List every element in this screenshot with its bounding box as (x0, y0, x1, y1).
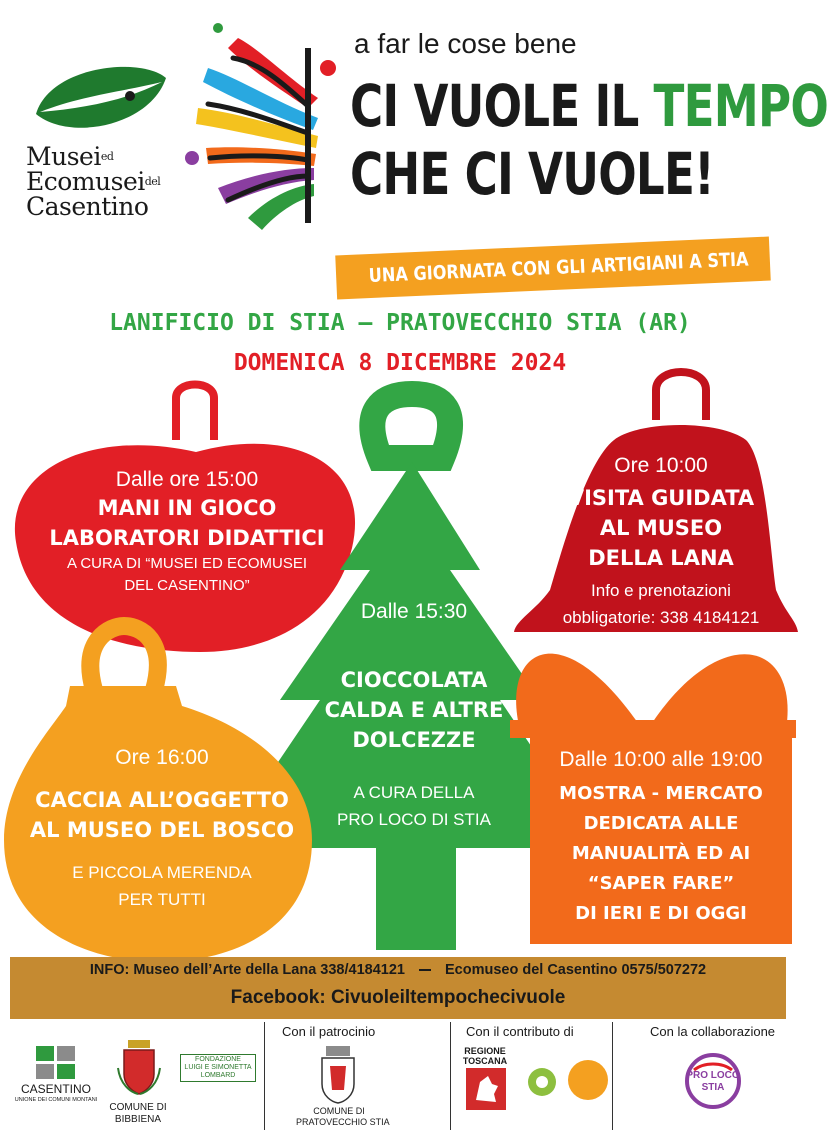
bibbiena-line2: BIBBIENA (114, 1114, 162, 1125)
info-ecomuseo: Ecomuseo del Casentino 0575/507272 (444, 962, 707, 978)
casentino-name: CASENTINO (20, 1082, 91, 1096)
gift-activity (532, 746, 790, 929)
title-highlight: TEMPO (653, 72, 828, 140)
musei-ecomusei-logo (22, 52, 172, 222)
pratovecchio-crest-icon (316, 1044, 360, 1104)
tree-head2: CALDA E ALTRE (324, 698, 504, 722)
casentino-union-icon (36, 1046, 76, 1080)
logo-line-casentino: Casentino (26, 192, 149, 221)
facebook-link[interactable]: Facebook: Civuoleiltempochecivuole (230, 987, 566, 1008)
logo-wordmark (26, 144, 160, 219)
heart-activity (32, 466, 342, 597)
label-patrocinio: Con il patrocinio (282, 1024, 376, 1039)
info-bar (10, 957, 786, 1019)
bibbiena-line1: COMUNE DI (109, 1102, 167, 1113)
heart-head2: LABORATORI DIDATTICI (49, 526, 325, 550)
logo-ed: ed (100, 150, 114, 163)
info-museo-lana: INFO: Museo dell’Arte della Lana 338/4184121 (89, 962, 405, 978)
bell-body1: Info e prenotazioni (591, 581, 731, 600)
event-venue: LANIFICIO DI STIA – PRATOVECCHIO STIA (AR) (109, 310, 691, 336)
proloco-line1: PRO LOCO (686, 1070, 740, 1081)
tree-activity (296, 598, 532, 833)
label-collaborazione: Con la collaborazione (650, 1024, 776, 1039)
fondazione-line2: LUIGI E SIMONETTA (184, 1064, 252, 1071)
proloco-stia-icon (684, 1052, 742, 1110)
subtitle-banner (335, 237, 771, 300)
regione-toscana-icon (466, 1068, 506, 1110)
casentino-sub: UNIONE DEI COMUNI MONTANI (14, 1097, 98, 1103)
tree-head3: DOLCEZZE (352, 728, 476, 752)
bell-activity (530, 452, 792, 631)
tree-body1: A CURA DELLA (353, 783, 475, 802)
main-title (350, 72, 828, 208)
title-part1: CI VUOLE IL (350, 72, 654, 140)
tree-time: Dalle 15:30 (360, 600, 468, 623)
pratovecchio-line1: COMUNE DI (313, 1106, 365, 1116)
ornament-head1: CACCIA ALL’OGGETTO (35, 788, 289, 812)
proloco-line2: STIA (701, 1082, 725, 1093)
bibbiena-crest-icon (116, 1038, 162, 1096)
heart-sub1: A CURA DI “MUSEI ED ECOMUSEI (66, 555, 308, 572)
tagline: a far le cose bene (354, 28, 577, 59)
sponsor-divider-2 (450, 1022, 451, 1130)
sponsor-divider-1 (264, 1022, 265, 1130)
ornament-body1: E PICCOLA MERENDA (72, 863, 252, 882)
gift-head4: “SAPER FARE” (587, 873, 735, 894)
logo-line-musei: Musei (26, 142, 101, 171)
heart-head1: MANI IN GIOCO (97, 496, 277, 520)
colorful-hands-illustration (178, 8, 338, 236)
ornament-head2: AL MUSEO DEL BOSCO (29, 818, 295, 842)
contributor-logo-icon (526, 1058, 610, 1106)
sponsor-divider-3 (612, 1022, 613, 1130)
fondazione-logo (180, 1054, 256, 1082)
title-line2: CHE CI VUOLE! (350, 140, 714, 208)
gift-head1: MOSTRA - MERCATO (559, 783, 763, 804)
leaf-logo-icon (30, 56, 170, 146)
gift-head5: DI IERI E DI OGGI (575, 903, 747, 924)
regione-line2: TOSCANA (462, 1056, 508, 1066)
info-separator (419, 969, 431, 971)
pratovecchio-line2: PRATOVECCHIO STIA (296, 1117, 390, 1127)
gift-head3: MANUALITÀ ED AI (571, 843, 751, 864)
event-date: DOMENICA 8 DICEMBRE 2024 (233, 350, 567, 376)
ornament-body2: PER TUTTI (118, 890, 206, 909)
heart-sub2: DEL CASENTINO” (124, 577, 250, 594)
logo-line-ecomusei: Ecomusei (26, 167, 145, 196)
subtitle-text: UNA GIORNATA CON GLI ARTIGIANI A STIA (368, 248, 749, 288)
fondazione-line3: LOMBARD (200, 1072, 236, 1079)
bell-head2: AL MUSEO (599, 516, 723, 540)
regione-line1: REGIONE (464, 1046, 506, 1056)
gift-time: Dalle 10:00 alle 19:00 (559, 748, 763, 771)
ornament-activity (20, 744, 304, 913)
fondazione-line1: FONDAZIONE (195, 1056, 241, 1063)
tree-body2: PRO LOCO DI STIA (337, 810, 491, 829)
bell-time: Ore 10:00 (614, 454, 708, 477)
bell-head3: DELLA LANA (588, 546, 734, 570)
logo-del: del (144, 175, 161, 188)
bell-head1: VISITA GUIDATA (567, 486, 755, 510)
info-contacts (10, 962, 786, 978)
ornament-time: Ore 16:00 (115, 746, 209, 769)
gift-head2: DEDICATA ALLE (583, 813, 739, 834)
label-contributo: Con il contributo di (466, 1024, 574, 1039)
tree-head1: CIOCCOLATA (340, 668, 488, 692)
heart-time: Dalle ore 15:00 (115, 468, 259, 491)
bell-body2: obbligatorie: 338 4184121 (562, 608, 760, 627)
